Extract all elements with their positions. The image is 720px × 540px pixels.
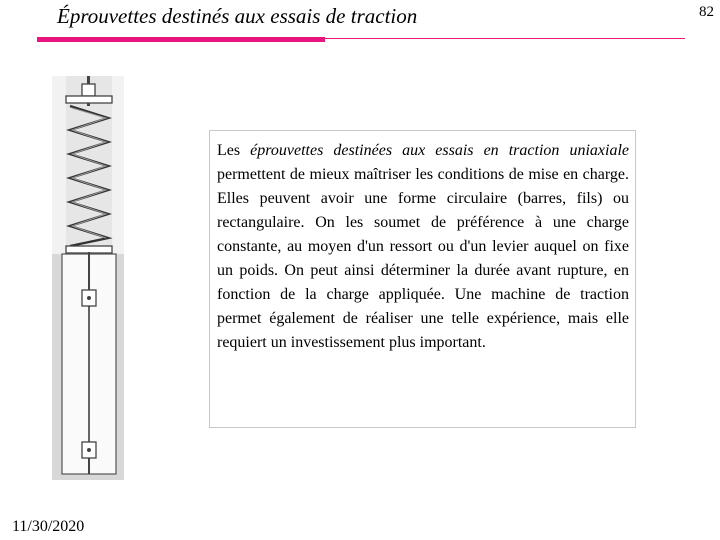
title-underline-thick — [37, 37, 325, 42]
description-text — [209, 130, 636, 428]
description-rest: permettent de mieux maîtriser les conditions de mise en charge. Elles peuvent avoir une forme circulaire (barres, fils) ou rectangulaire. On les soumet de préférence à une charge constante, au moyen d'un ressort ou d'un levier auquel on fixe un poids. On peut ainsi déterminer la durée avant rupture, en fonction de la charge appliquée. Une machine de traction permet également de réaliser une telle expérience, mais elle requiert un investissement plus important. — [217, 166, 629, 351]
description-intro: Les — [217, 142, 251, 159]
page-number: 82 — [699, 4, 714, 20]
description-emphasis: éprouvettes destinées aux essais en traction uniaxiale — [250, 142, 629, 159]
title-underline-thin — [325, 38, 685, 39]
spring-loaded-tensile-test-rig-icon — [52, 76, 124, 480]
slide-title: Éprouvettes destinés aux essais de traction — [57, 4, 418, 28]
slide-date: 11/30/2020 — [12, 518, 85, 535]
